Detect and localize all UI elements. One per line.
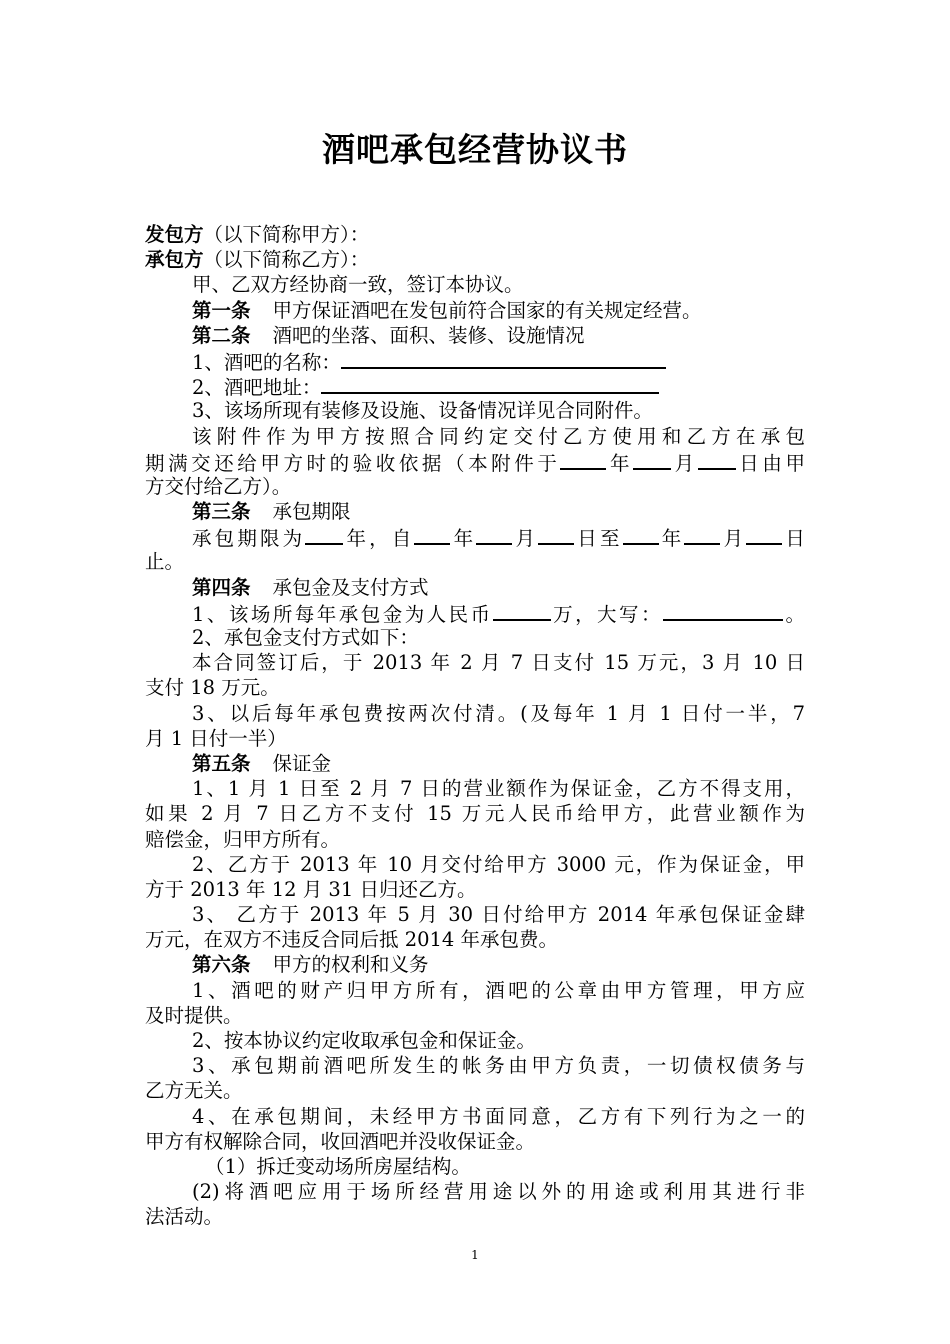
annual-fee-text: 1、该场所每年承包金为人民币	[192, 602, 493, 626]
rights-subitem-2-line-1: (2)将酒吧应用于场所经营用途以外的用途或利用其进行非	[192, 1180, 805, 1204]
bar-name-blank	[341, 348, 666, 369]
start-year-blank	[414, 524, 450, 545]
document-body	[145, 222, 805, 1230]
document-title: 酒吧承包经营协议书	[322, 130, 628, 169]
rights-item-4-line-2: 甲方有权解除合同，收回酒吧并没收保证金。	[145, 1129, 536, 1153]
deposit-item-1-line-2: 如果 2 月 7 日乙方不支付 15 万元人民币给甲方，此营业额作为	[145, 802, 805, 826]
start-month-blank	[476, 524, 512, 545]
intro-line: 甲、乙双方经协商一致，签订本协议。	[192, 273, 524, 297]
deposit-item-3-line-2: 万元，在双方不违反合同后抵 2014 年承包费。	[145, 928, 559, 952]
annex-year-label: 年	[606, 451, 634, 475]
article-3-text: 承包期限	[272, 500, 351, 524]
term-text: 承包期限为	[192, 527, 306, 551]
annual-fee-period: 。	[782, 602, 805, 626]
payment-schedule-line-2: 支付 18 万元。	[145, 676, 280, 700]
end-month-label: 月	[720, 527, 747, 551]
term-years-blank	[305, 524, 343, 545]
rights-item-1-line-1: 1、酒吧的财产归甲方所有，酒吧的公章由甲方管理，甲方应	[192, 978, 805, 1002]
article-2	[145, 323, 805, 348]
bar-name-line	[145, 348, 805, 373]
article-1	[145, 298, 805, 323]
bar-name-label: 1、酒吧的名称：	[192, 350, 341, 374]
annex-year-blank	[560, 449, 606, 470]
contractor-label: 承包方	[145, 248, 204, 272]
article-6-heading: 第六条	[192, 953, 251, 977]
deposit-item-2-line-1: 2、乙方于 2013 年 10 月交付给甲方 3000 元，作为保证金，甲	[192, 852, 805, 876]
payment-method-line: 2、承包金支付方式如下：	[192, 626, 419, 649]
installment-line-1: 3、以后每年承包费按两次付清。(及每年 1 月 1 日付一半，7	[192, 701, 805, 725]
annex-text: 期满交还给甲方时的验收依据（本附件于	[145, 451, 561, 475]
article-6	[145, 952, 805, 977]
annual-fee-words-label: 万，大写：	[550, 602, 663, 626]
issuer-label: 发包方	[145, 223, 204, 246]
end-day-blank	[746, 524, 782, 545]
deposit-item-1-line-1: 1、1 月 1 日至 2 月 7 日的营业额作为保证金，乙方不得支用，	[192, 777, 805, 801]
issuer-note: （以下简称甲方）：	[203, 223, 370, 246]
bar-address-blank	[321, 373, 659, 394]
start-day-blank	[538, 524, 574, 545]
annex-paragraph-line-3: 方交付给乙方）。	[145, 474, 292, 498]
deposit-item-3-line-1: 3、 乙方于 2013 年 5 月 30 日付给甲方 2014 年承包保证金肆	[192, 903, 805, 927]
installment-line-2: 月 1 日付一半）	[145, 726, 287, 750]
start-year-label: 年	[450, 527, 477, 551]
article-5	[145, 751, 805, 776]
article-3	[145, 499, 805, 524]
contractor-line	[145, 247, 805, 272]
article-2-heading: 第二条	[192, 323, 251, 347]
term-from-label: 年，自	[343, 527, 415, 551]
annex-paragraph-line-2	[145, 449, 805, 474]
end-month-blank	[684, 524, 720, 545]
rights-item-2: 2、按本协议约定收取承包金和保证金。	[192, 1029, 536, 1052]
end-day-label: 日	[782, 527, 805, 551]
article-2-text: 酒吧的坐落、面积、装修、设施情况	[272, 323, 585, 347]
article-3-heading: 第三条	[192, 500, 251, 524]
payment-schedule-line-1: 本合同签订后，于 2013 年 2 月 7 日支付 15 万元，3 月 10 日	[192, 651, 805, 675]
annex-day-blank	[698, 449, 736, 470]
start-month-label: 月	[512, 527, 539, 551]
annual-fee-words-blank	[663, 600, 783, 621]
end-year-blank	[623, 524, 659, 545]
rights-subitem-1: （1）拆迁变动场所房屋结构。	[205, 1154, 471, 1178]
article-2-item-3: 3、该场所现有装修及设施、设备情况详见合同附件。	[192, 399, 653, 423]
annex-day-label: 日由甲	[735, 451, 805, 475]
bar-address-line	[145, 373, 805, 398]
term-line-1	[145, 524, 805, 549]
term-line-2: 止。	[145, 550, 185, 574]
rights-item-3-line-1: 3、承包期前酒吧所发生的帐务由甲方负责，一切债权债务与	[192, 1054, 805, 1078]
rights-item-4-line-1: 4、在承包期间，未经甲方书面同意，乙方有下列行为之一的	[192, 1104, 805, 1128]
issuer-line	[145, 222, 805, 247]
article-4-text: 承包金及支付方式	[272, 575, 429, 599]
article-1-text: 甲方保证酒吧在发包前符合国家的有关规定经营。	[272, 298, 702, 322]
page-number: 1	[471, 1248, 479, 1262]
rights-subitem-2-line-2: 法活动。	[145, 1205, 224, 1229]
article-5-text: 保证金	[272, 751, 332, 775]
deposit-item-1-line-3: 赔偿金，归甲方所有。	[145, 827, 341, 851]
annex-month-label: 月	[671, 451, 698, 475]
article-1-heading: 第一条	[192, 298, 251, 322]
article-6-text: 甲方的权利和义务	[272, 953, 429, 977]
article-4	[145, 575, 805, 600]
start-day-label: 日至	[574, 527, 623, 551]
annual-fee-amount-blank	[493, 600, 551, 621]
annex-paragraph-line-1: 该附件作为甲方按照合同约定交付乙方使用和乙方在承包	[192, 424, 805, 448]
article-4-heading: 第四条	[192, 575, 251, 599]
article-5-heading: 第五条	[192, 751, 251, 775]
annex-month-blank	[633, 449, 671, 470]
rights-item-1-line-2: 及时提供。	[145, 1003, 243, 1027]
rights-item-3-line-2: 乙方无关。	[145, 1079, 243, 1103]
deposit-item-2-line-2: 方于 2013 年 12 月 31 日归还乙方。	[145, 877, 477, 901]
end-year-label: 年	[658, 527, 685, 551]
contractor-note: （以下简称乙方）：	[203, 248, 370, 272]
bar-address-label: 2、酒吧地址：	[192, 376, 322, 400]
annual-fee-line	[145, 600, 805, 625]
